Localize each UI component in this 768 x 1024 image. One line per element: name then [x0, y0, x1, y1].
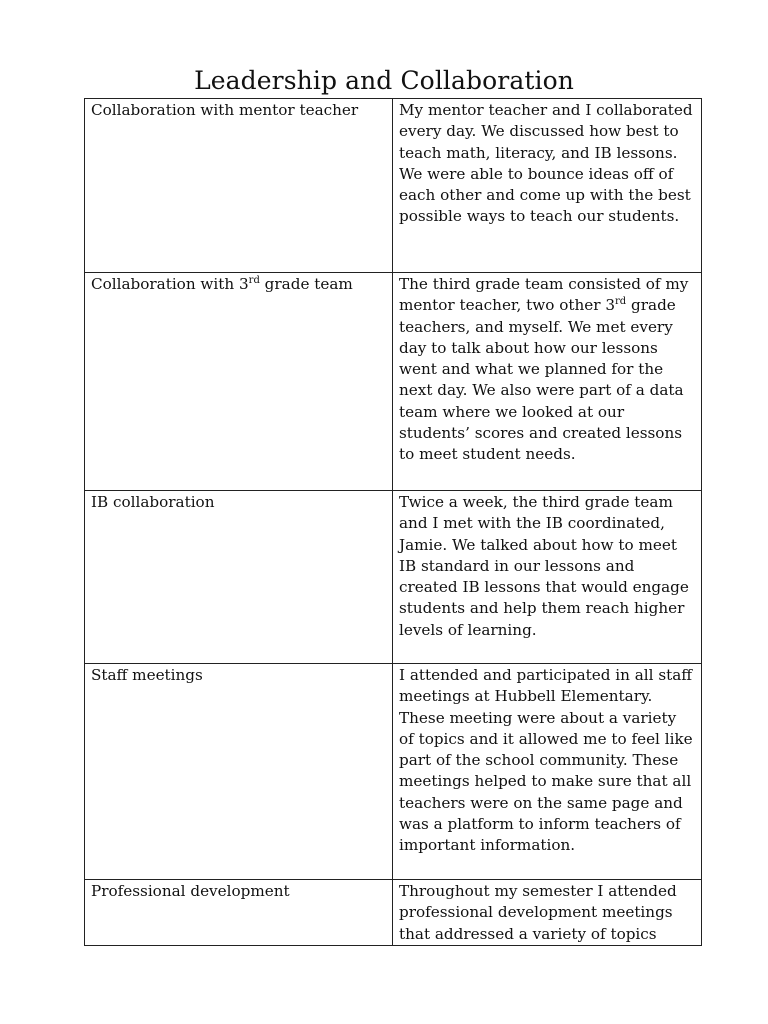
row-description: I attended and participated in all staff meetings at Hubbell Elementary. These meeting were about a variety of topics and it allowed me to feel like part of the school community. These meetings helped to make sure that all teachers were on the same page and was a platform to inform teachers of important information. — [393, 664, 702, 880]
row-label-text: grade team — [259, 275, 353, 293]
row-description: Twice a week, the third grade team and I met with the IB coordinated, Jamie. We talked about how to meet IB standard in our lessons and created IB lessons that would engage students and help them reach higher levels of learning. — [393, 491, 702, 664]
document-title: Leadership and Collaboration — [194, 66, 574, 95]
row-label: Staff meetings — [85, 664, 393, 880]
row-label: Professional development — [85, 880, 393, 946]
ordinal-suffix: rd — [615, 296, 627, 308]
row-label: IB collaboration — [85, 491, 393, 664]
table-row — [85, 491, 702, 664]
row-label — [85, 273, 393, 491]
row-description-text: grade teachers, and myself. We met every day to talk about how our lessons went and what we planned for the next day. We also were part of a data team where we looked at our students’ scores and created lessons to meet student needs. — [399, 296, 684, 464]
table-row — [85, 99, 702, 273]
table-row — [85, 273, 702, 491]
row-label: Collaboration with mentor teacher — [85, 99, 393, 273]
row-description — [393, 273, 702, 491]
row-description: My mentor teacher and I collaborated every day. We discussed how best to teach math, literacy, and IB lessons. We were able to bounce ideas off of each other and come up with the best possible ways to teach our students. — [393, 99, 702, 273]
ordinal-suffix: rd — [248, 275, 260, 286]
collaboration-table — [84, 98, 702, 946]
table-row — [85, 664, 702, 880]
row-description-text: The third grade team consisted of my mentor teacher, two other 3 — [399, 275, 689, 315]
row-description: Throughout my semester I attended professional development meetings that addressed a variety of topics — [393, 880, 702, 946]
row-label-text: Collaboration with 3 — [91, 275, 249, 293]
table-row — [85, 880, 702, 946]
